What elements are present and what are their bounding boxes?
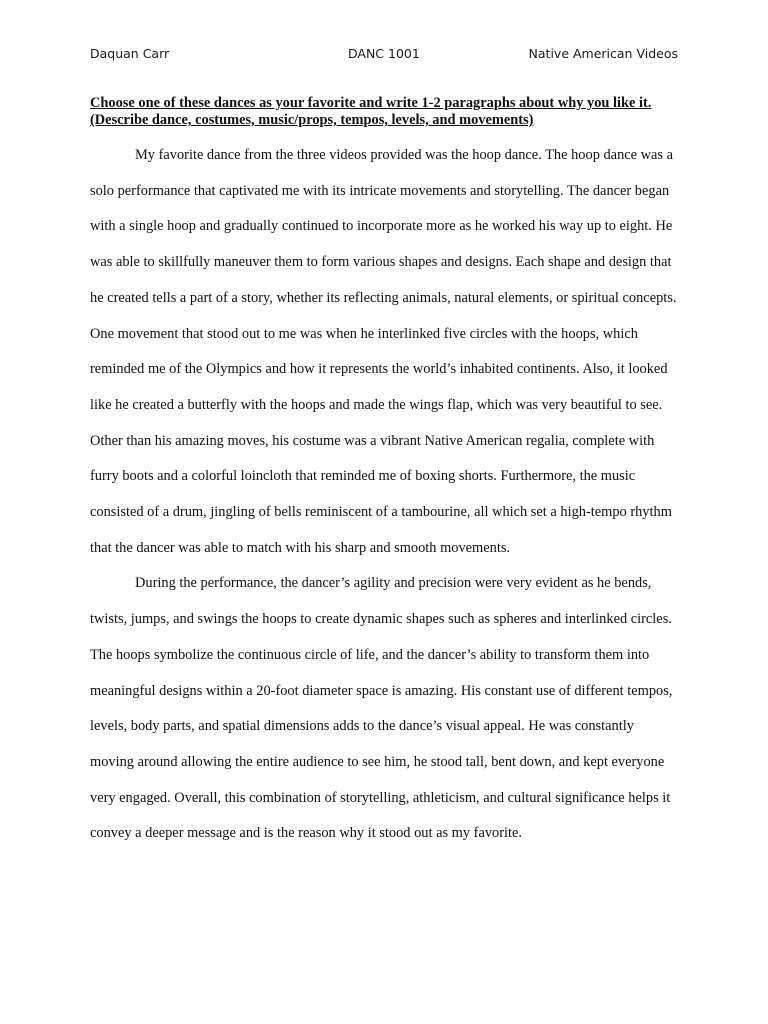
essay-paragraph-2: During the performance, the dancer’s agility and precision were very evident as he bends, twists, jumps, and swings the hoops to create dynamic shapes such as spheres and interlinked circles. The hoops symbolize the continuous circle of life, and the dancer’s ability to transform them into meaningful designs within a 20-foot diameter space is amazing. His constant use of different tempos, levels, body parts, and spatial dimensions adds to the dance’s visual appeal. He was constantly moving around allowing the entire audience to see him, he stood tall, bent down, and kept everyone very engaged. Overall, this combination of storytelling, athleticism, and cultural significance helps it convey a deeper message and is the reason why it stood out as my favorite. (90, 575, 673, 842)
assignment-prompt: Choose one of these dances as your favorite and write 1-2 paragraphs about why you like it. (Describe dance, costumes, music/props, tempos, levels, and movements) (90, 95, 652, 128)
header-author: Daquan Carr (90, 46, 170, 61)
essay-body (90, 138, 680, 852)
header-assignment: Native American Videos (528, 46, 678, 61)
header-course: DANC 1001 (348, 46, 420, 61)
essay-paragraph-1: My favorite dance from the three videos provided was the hoop dance. The hoop dance was a solo performance that captivated me with its intricate movements and storytelling. The dancer began with a single hoop and gradually continued to incorporate more as he worked his way up to eight. He was able to skillfully maneuver them to form various shapes and designs. Each shape and design that he created tells a part of a story, whether its reflecting animals, natural elements, or spiritual concepts. One movement that stood out to me was when he interlinked five circles with the hoops, which reminded me of the Olympics and how it represents the world’s inhabited continents. Also, it looked like he created a butterfly with the hoops and made the wings flap, which was very beautiful to see. Other than his amazing moves, his costume was a vibrant Native American regalia, complete with furry boots and a colorful loincloth that reminded me of boxing shorts. Furthermore, the music consisted of a drum, jingling of bells reminiscent of a tambourine, all which set a high-tempo rhythm that the dancer was able to match with his sharp and smooth movements. (90, 147, 677, 556)
page-header (90, 46, 678, 66)
